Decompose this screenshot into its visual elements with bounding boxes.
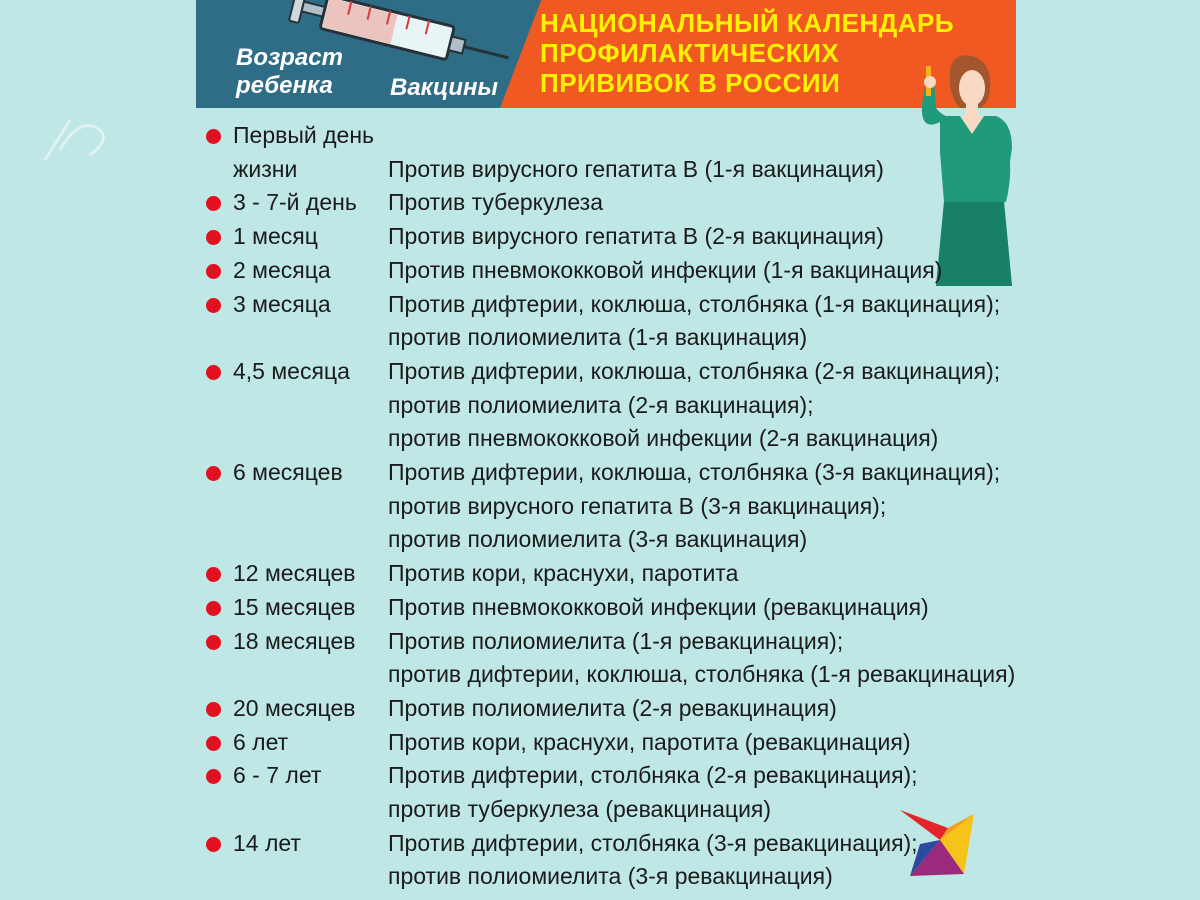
vaccine-text: против полиомиелита (2-я вакцинация); <box>388 391 814 418</box>
list-item <box>200 220 1000 254</box>
age-label: 20 месяцев <box>233 694 356 721</box>
age-label: 15 месяцев <box>233 593 356 620</box>
list-item <box>200 456 1000 557</box>
age-label: 3 - 7-й день <box>233 189 357 216</box>
age-label: 4,5 месяца <box>233 357 350 384</box>
bullet-icon <box>206 466 221 481</box>
vaccine-text: Против дифтерии, коклюша, столбняка (1-я вакцинация); <box>388 290 1001 317</box>
list-item <box>200 692 1000 726</box>
vaccine-text: против дифтерии, коклюша, столбняка (1-я ревакцинация) <box>388 661 1016 688</box>
list-item <box>200 254 1000 288</box>
vaccine-text: против вирусного гепатита В (3-я вакцинация); <box>388 492 887 519</box>
list-item <box>200 726 1000 760</box>
vaccines-column-label: Вакцины <box>390 74 498 101</box>
vaccine-text: Против дифтерии, столбняка (3-я ревакцинация); <box>388 829 918 856</box>
age-label: Первый день жизни <box>233 122 374 182</box>
age-label: 18 месяцев <box>233 627 356 654</box>
bullet-icon <box>206 264 221 279</box>
bullet-icon <box>206 702 221 717</box>
list-item <box>200 591 1000 625</box>
bullet-icon <box>206 635 221 650</box>
list-item <box>200 557 1000 591</box>
bullet-icon <box>206 365 221 380</box>
vaccine-text: Против полиомиелита (1-я ревакцинация); <box>388 627 844 654</box>
vaccine-text: Против дифтерии, столбняка (2-я ревакцинация); <box>388 762 918 789</box>
age-label: 6 месяцев <box>233 459 343 486</box>
list-item <box>200 186 1000 220</box>
syringe-icon <box>286 0 516 70</box>
list-item <box>200 288 1000 355</box>
title-line: ПРОФИЛАКТИЧЕСКИХ <box>540 38 840 68</box>
vaccine-text: Против полиомиелита (2-я ревакцинация) <box>388 694 837 721</box>
age-label: 1 месяц <box>233 223 318 250</box>
list-item <box>200 759 1000 826</box>
title-line: НАЦИОНАЛЬНЫЙ КАЛЕНДАРЬ <box>540 8 955 38</box>
vaccine-text: против пневмококковой инфекции (2-я вакцинация) <box>388 425 939 452</box>
bullet-icon <box>206 129 221 144</box>
vaccine-text: Против пневмококковой инфекции (1-я вакцинация) <box>388 256 943 283</box>
list-item <box>200 625 1016 692</box>
vaccine-text: Против дифтерии, коклюша, столбняка (2-я вакцинация); <box>388 357 1001 384</box>
list-item <box>200 355 1000 456</box>
list-item <box>200 827 1000 894</box>
bullet-icon <box>206 736 221 751</box>
bullet-icon <box>206 230 221 245</box>
age-column-label: Возраст ребенка <box>236 44 343 99</box>
vaccine-text: против полиомиелита (1-я вакцинация) <box>388 324 808 351</box>
age-label: 2 месяца <box>233 256 331 283</box>
age-label: 6 - 7 лет <box>233 762 322 789</box>
age-label: 14 лет <box>233 829 301 856</box>
vaccine-text: против полиомиелита (3-я вакцинация) <box>388 526 808 553</box>
vaccine-text: Против пневмококковой инфекции (ревакцинация) <box>388 593 929 620</box>
bullet-icon <box>206 298 221 313</box>
bullet-icon <box>206 601 221 616</box>
vaccine-text: Против вирусного гепатита В (2-я вакцинация) <box>388 223 884 250</box>
vaccination-schedule <box>200 119 1016 894</box>
page-title <box>540 8 960 98</box>
vaccine-text: Против кори, краснухи, паротита <box>388 560 739 587</box>
bullet-icon <box>206 567 221 582</box>
title-line: ПРИВИВОК В РОССИИ <box>540 68 841 98</box>
vaccine-text: против полиомиелита (3-я ревакцинация) <box>388 863 833 890</box>
vaccine-text: Против кори, краснухи, паротита (ревакцинация) <box>388 728 911 755</box>
bullet-icon <box>206 837 221 852</box>
age-label: 3 месяца <box>233 290 331 317</box>
vaccine-text: Против туберкулеза <box>388 189 604 216</box>
vaccine-text: Против вирусного гепатита В (1-я вакцинация) <box>388 155 884 182</box>
bullet-icon <box>206 769 221 784</box>
vaccine-text: против туберкулеза (ревакцинация) <box>388 796 772 823</box>
watermark-icon <box>40 110 120 170</box>
age-label: 12 месяцев <box>233 560 356 587</box>
list-item <box>200 119 1000 186</box>
vaccine-text: Против дифтерии, коклюша, столбняка (3-я вакцинация); <box>388 459 1001 486</box>
age-label: 6 лет <box>233 728 289 755</box>
bullet-icon <box>206 196 221 211</box>
